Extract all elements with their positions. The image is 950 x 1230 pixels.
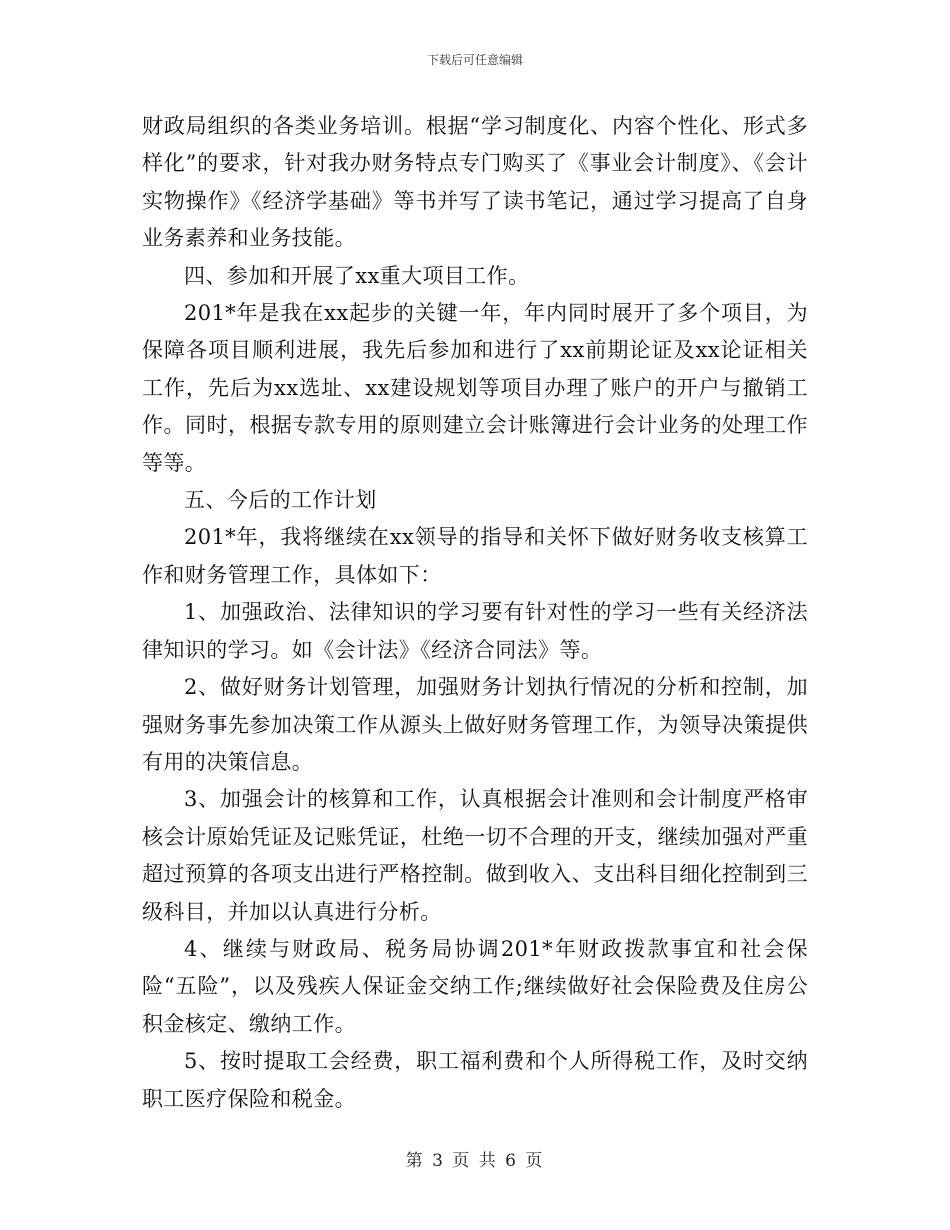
- page-header-note: 下载后可任意编辑: [426, 53, 523, 67]
- paragraph-plan-intro: 201*年，我将继续在xx领导的指导和关怀下做好财务收支核算工作和财务管理工作，具体如下：: [142, 525, 808, 587]
- paragraph-continued: 财政局组织的各类业务培训。根据“学习制度化、内容个性化、形式多样化”的要求，针对我办财务特点专门购买了《事业会计制度》、《会计实物操作》《经济学基础》等书并写了读书笔记，通过学习提高了自身业务素养和业务技能。: [142, 114, 808, 251]
- plan-item-2: 2、做好财务计划管理，加强财务计划执行情况的分析和控制，加强财务事先参加决策工作从源头上做好财务管理工作，为领导决策提供有用的决策信息。: [142, 675, 808, 774]
- plan-item-3: 3、加强会计的核算和工作，认真根据会计准则和会计制度严格审核会计原始凭证及记账凭证，杜绝一切不合理的开支，继续加强对严重超过预算的各项支出进行严格控制。做到收入、支出科目细化控制到三级科目，并加以认真进行分析。: [142, 787, 808, 924]
- section-heading-5: 五、今后的工作计划: [184, 488, 377, 513]
- plan-item-4: 4、继续与财政局、税务局协调201*年财政拨款事宜和社会保险“五险”，以及残疾人保证金交纳工作;继续做好社会保险费及住房公积金核定、缴纳工作。: [142, 936, 808, 1036]
- plan-item-1: 1、加强政治、法律知识的学习要有针对性的学习一些有关经济法律知识的学习。如《会计法》《经济合同法》等。: [142, 600, 808, 662]
- plan-item-5: 5、按时提取工会经费，职工福利费和个人所得税工作，及时交纳职工医疗保险和税金。: [142, 1049, 808, 1111]
- section-heading-4: 四、参加和开展了xx重大项目工作。: [184, 263, 530, 288]
- page-number: 第 3 页 共 6 页: [405, 1151, 545, 1171]
- paragraph-project-work: 201*年是我在xx起步的关键一年，年内同时展开了多个项目，为保障各项目顺利进展，我先后参加和进行了xx前期论证及xx论证相关工作，先后为xx选址、xx建设规划等项目办理了账户的开户与撤销工作。同时，根据专款专用的原则建立会计账簿进行会计业务的处理工作等等。: [142, 301, 808, 475]
- document-body: [142, 108, 808, 1118]
